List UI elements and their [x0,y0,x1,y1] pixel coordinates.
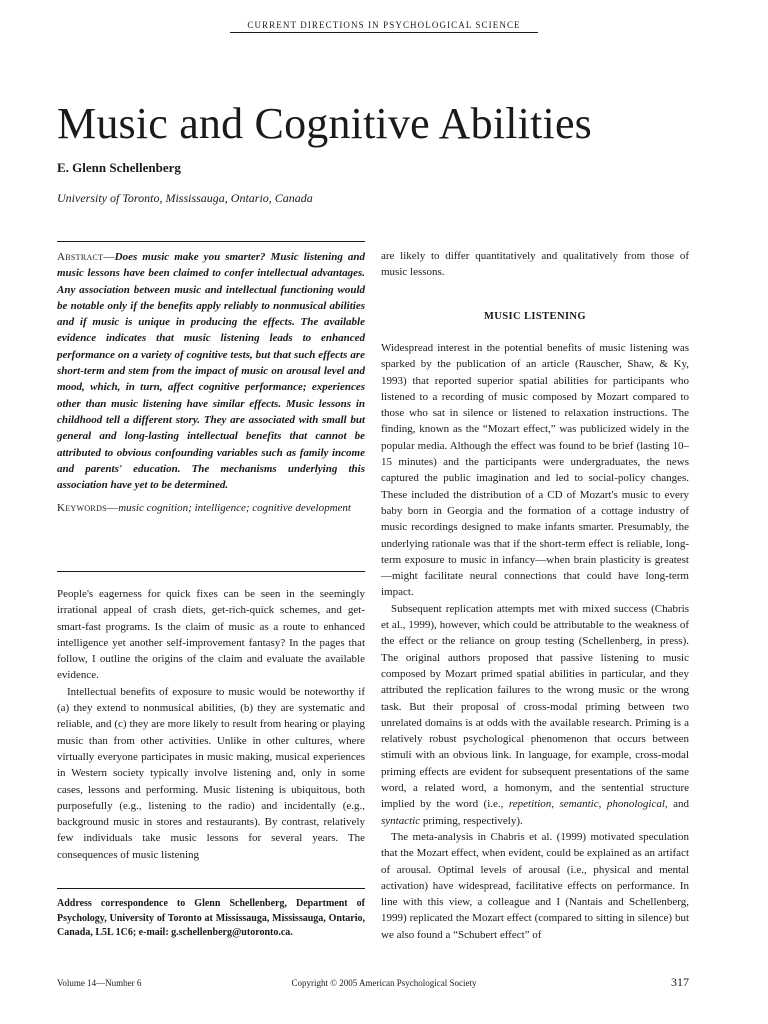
italic-term: semantic [559,798,599,811]
body-text-run: Subsequent replication attempts met with mixed success (Chabris et al., 1999), however, which could be attributable to the weakness of the effect or the reliance on group testing (Schellenberg, in press). The original authors proposed that passive listening to music composed by Mozart primed spatial abilities in particular, and they attributed the replication failures to the wrong music or the wrong task. But their proposal of cross-modal priming between two unrelated domains is at odds with the available research. Priming is a relatively robust psychological phenomenon that occurs between stimuli with an obvious link. In language, for example, cross-modal priming effects are evident for subsequent presentations of the same word, a related word, a homonym, and the sentential structure implied by the word (i.e., [381,602,689,811]
abstract-label: Abstract— [57,251,115,263]
body-text-run: priming, respectively). [420,814,523,827]
body-text-run: , and [664,798,690,811]
author-name: E. Glenn Schellenberg [57,160,181,175]
abstract-block [57,249,365,517]
body-paragraph: Widespread interest in the potential benefits of music listening was sparked by the publication of an article (Rauscher, Shaw, & Ky, 1993) that reported superior spatial abilities for participants who listened to a recording of music composed by Mozart compared to those who sat in silence or listened to relaxation instructions. The finding, known as the “Mozart effect,” was publicized widely in the popular media. Although the effect was found to be brief (lasting 10–15 minutes) and the participants were undergraduates, the news captured the public imagination and led to social-policy changes. These included the distribution of a CD of Mozart's music to every baby born in Georgia and the formation of a cottage industry of music recordings designed to make infants smarter. Presumably, the underlying rationale was that if the short-term effect is reliable, long-term exposure to music in infancy—when brain plasticity is greatest—might facilitate neural connections that could have long-term impact. [381,342,689,599]
body-text-run: , [551,798,560,811]
body-left-column [57,586,365,863]
body-paragraph [381,601,689,829]
body-text-run: , [598,798,607,811]
footnote-rule [57,888,365,889]
volume-number: Volume 14—Number 6 [57,978,142,988]
article-title: Music and Cognitive Abilities [57,99,593,148]
page-number: 317 [671,975,689,989]
correspondence-address: Address correspondence to Glenn Schellenberg, Department of Psychology, University of Toronto at Mississauga, Mississauga, Ontario, Canada, L5L 1C6; e-mail: g.schellenberg@utoronto.ca. [57,898,365,938]
keywords-paragraph [57,500,365,516]
italic-term: repetition [508,798,552,811]
journal-header: CURRENT DIRECTIONS IN PSYCHOLOGICAL SCIENCE [230,20,538,33]
keywords-text: music cognition; intelligence; cognitive development [118,502,351,515]
italic-term: phonological [606,798,665,811]
body-right-column [381,340,689,943]
section-heading-music-listening: MUSIC LISTENING [484,311,586,322]
body-paragraph: The meta-analysis in Chabris et al. (1999) motivated speculation that the Mozart effect, when evident, could be explained as an artifact of arousal. Optimal levels of arousal (i.e., physical and mental activation) have widespread, facilitative effects on performance. In line with this view, a colleague and I (Nantais and Schellenberg, 1999) replicated the Mozart effect (compared to sitting in silence) but we also found a “Schubert effect” of [381,830,689,941]
abstract-text: Does music make you smarter? Music listening and music lessons have been claimed to confer intellectual advantages. Any association between music and intellectual functioning would be notable only if the benefits apply reliably to nonmusical abilities and if music is unique in producing the effects. The available evidence indicates that music listening leads to enhanced performance on a variety of cognitive tests, but that such effects are short-term and stem from the impact of music on arousal level and mood, which, in turn, affect cognitive performance; experiences other than music listening have similar effects. Music lessons in childhood tell a different story. They are associated with small but general and long-lasting intellectual benefits that cannot be attributed to obvious confounding variables such as family income and parents' education. The mechanisms underlying this association have yet to be determined. [57,251,365,492]
abstract-paragraph [57,249,365,493]
copyright-notice: Copyright © 2005 American Psychological Society [291,978,477,988]
keywords-label: Keywords— [57,502,119,515]
body-right-intro: are likely to differ quantitatively and qualitatively from those of music lessons. [381,250,689,279]
abstract-bottom-rule [57,571,365,572]
body-paragraph: People's eagerness for quick fixes can be seen in the seemingly irrational appeal of crash diets, get-rich-quick schemes, and get-smart-fast programs. Is the claim of music as a route to enhanced intelligence yet another self-improvement fantasy? In the pages that follow, I outline the origins of the claim and evaluate the available evidence. [57,588,365,682]
italic-term: syntactic [381,814,421,827]
abstract-top-rule [57,241,365,242]
author-affiliation: University of Toronto, Mississauga, Ontario, Canada [57,191,313,205]
body-paragraph: Intellectual benefits of exposure to music would be noteworthy if (a) they extend to nonmusical abilities, (b) they are systematic and reliable, and (c) they are more likely to result from hearing or playing music than from other activities. Unlike in other cultures, where virtually everyone participates in music making, musical experiences in Western society typically involve listening and, only in some cases, lessons and performing. Music listening is ubiquitous, both purposefully (e.g., listening to the radio) and incidentally (e.g., background music in stores and restaurants). By contrast, relatively few individuals take music lessons for several years. The consequences of music listening [57,685,365,861]
